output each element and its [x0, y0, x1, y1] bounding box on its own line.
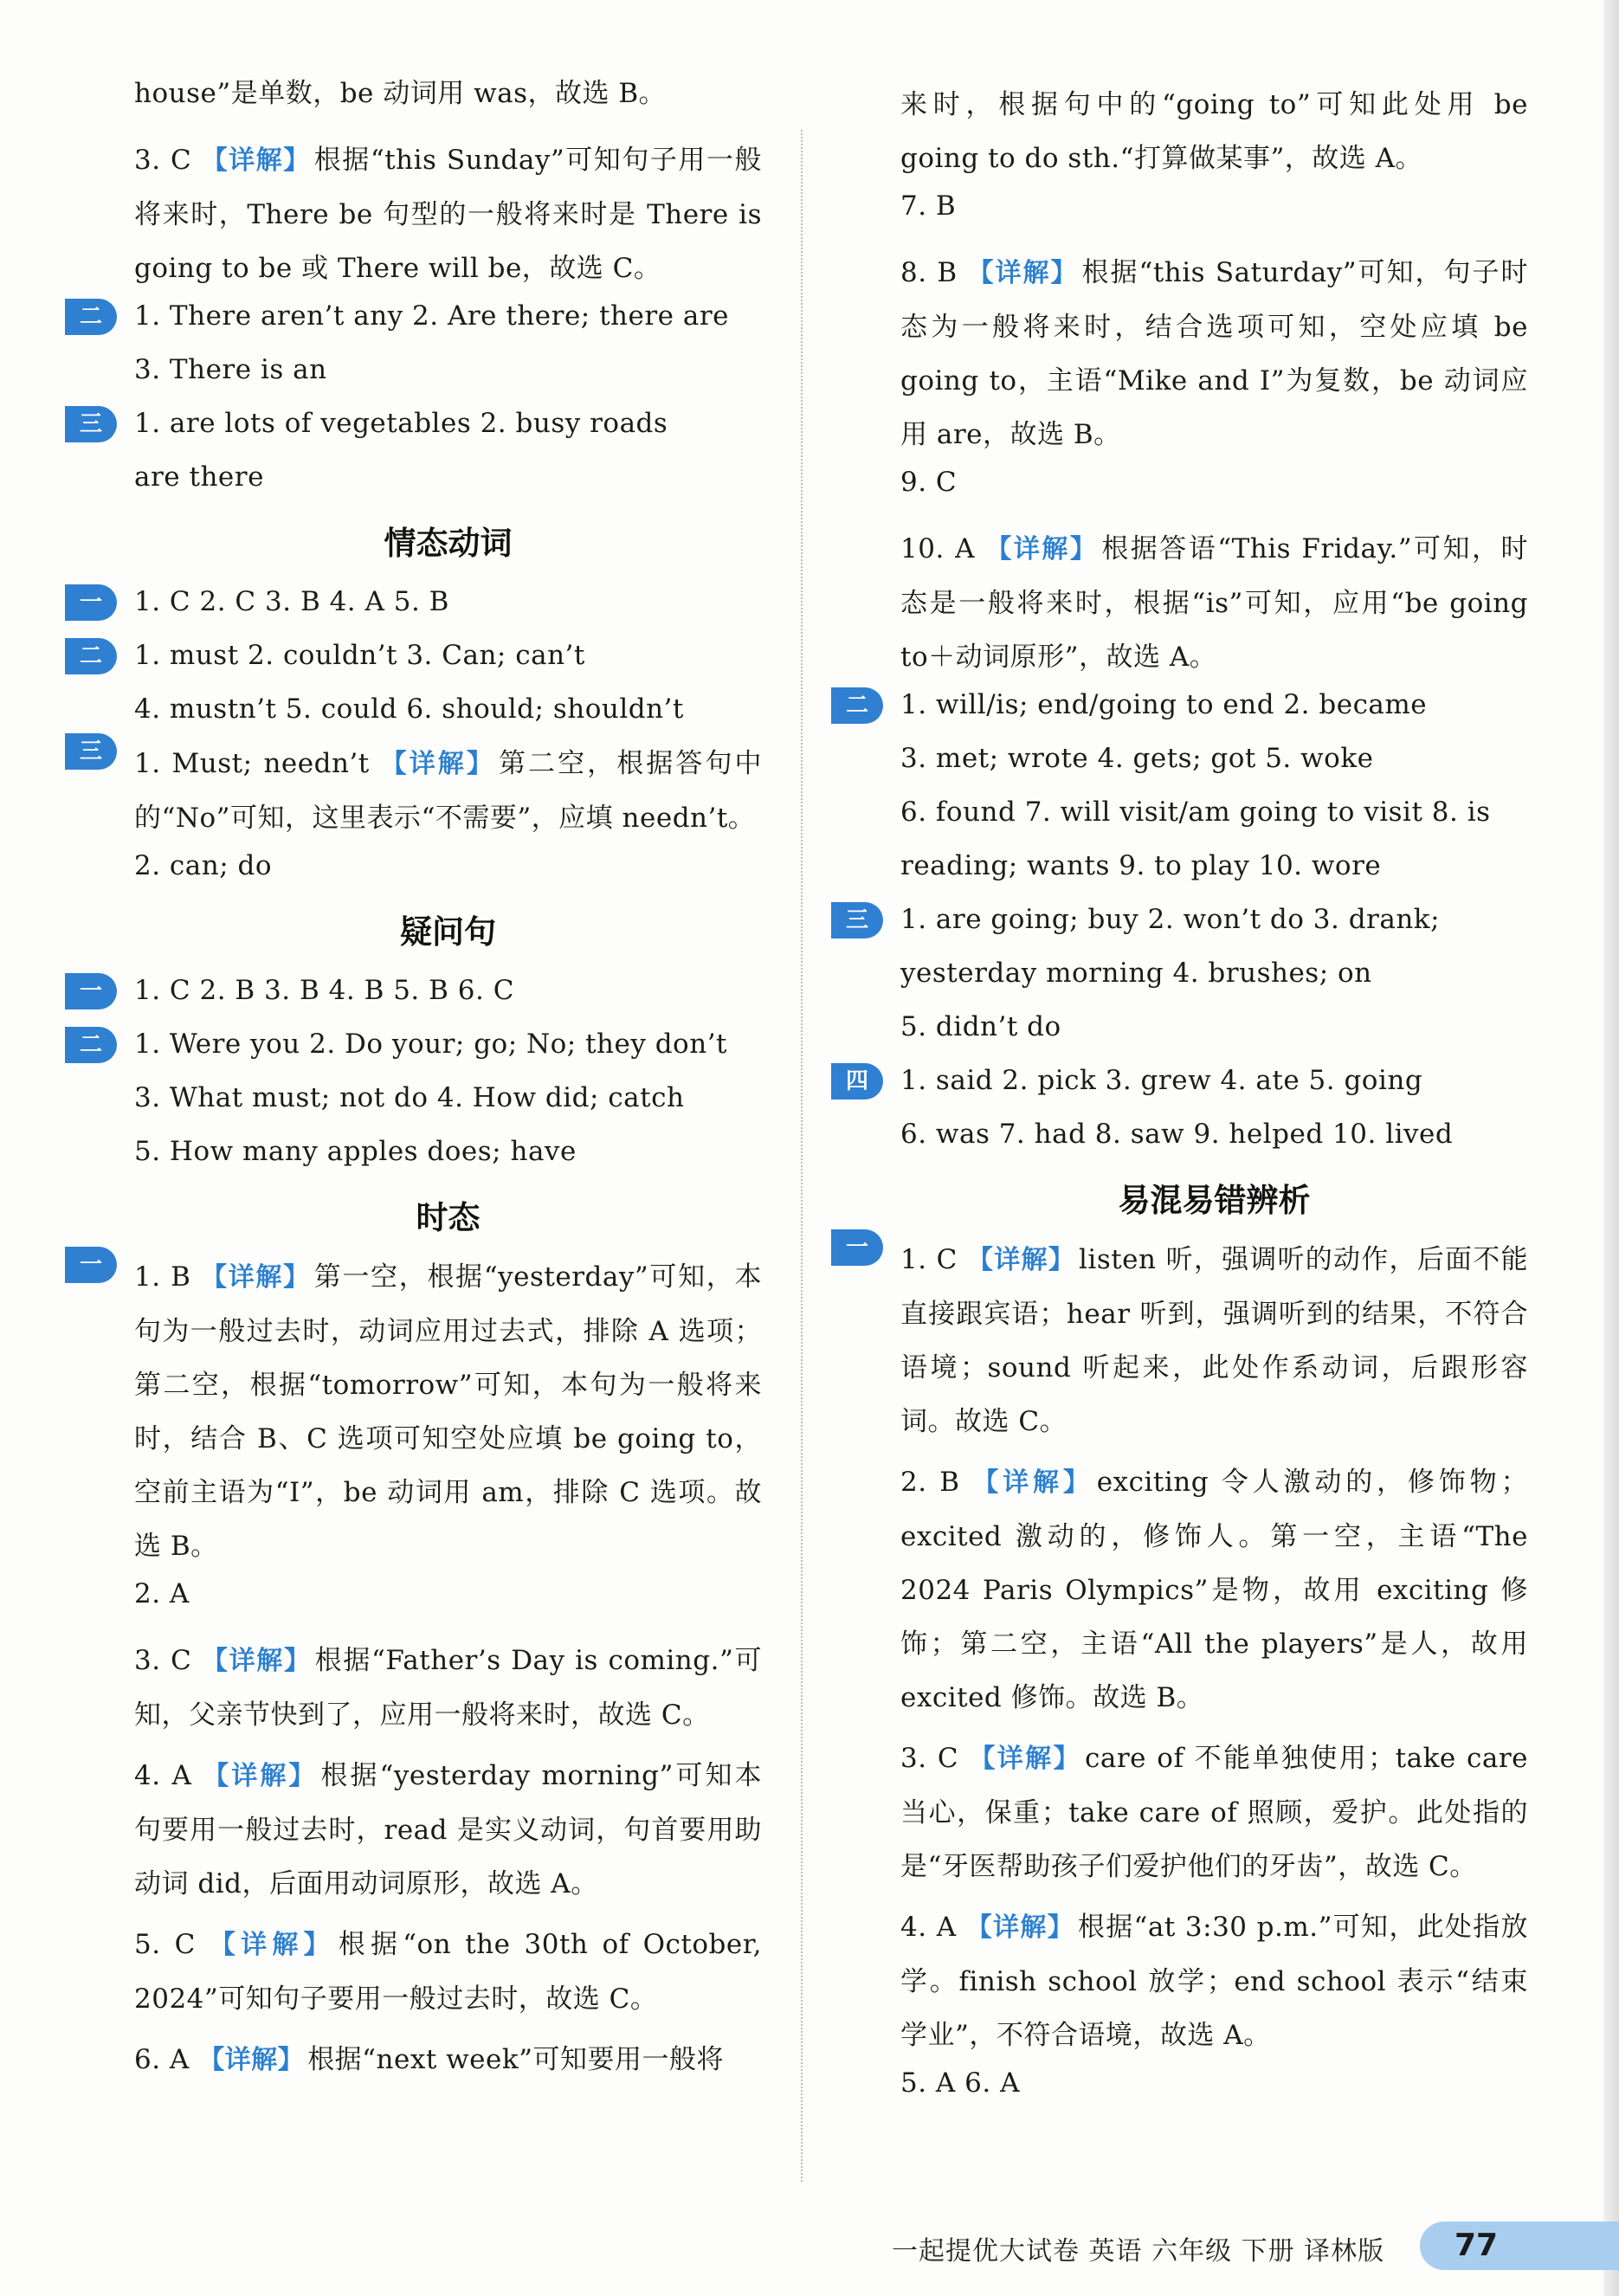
answer-text: house”是单数，be 动词用 was，故选 B。	[134, 78, 667, 109]
detail-tag: 【详解】	[965, 1912, 1074, 1943]
answer-line: 5. How many apples does; have	[134, 1136, 577, 1167]
answer-line: 1. are lots of vegetables 2. busy roads	[134, 408, 668, 439]
answer-paragraph: 6. A 【详解】 根据“next week”可知要用一般将	[134, 2044, 724, 2075]
section-heading: 情态动词	[384, 525, 513, 562]
answer-line: 1. said 2. pick 3. grew 4. ate 5. going	[900, 1065, 1423, 1096]
detail-tag: 【详解】	[201, 1646, 312, 1676]
section-san	[845, 904, 1528, 1042]
section-marker: 三	[831, 902, 883, 938]
section-san	[79, 408, 762, 493]
answer-line: 3. met; wrote 4. gets; got 5. woke	[900, 743, 1374, 774]
answer-line: 1. Were you 2. Do your; go; No; they don’t	[134, 1029, 728, 1060]
page-edge-shadow	[1603, 0, 1619, 2296]
book-title-footer: 一起提优大试卷 英语 六年级 下册 译林版	[892, 2236, 1385, 2267]
section-er	[79, 1029, 762, 1167]
answer-line: 3. There is an	[134, 354, 327, 385]
detail-tag: 【详解】	[201, 145, 311, 176]
section-marker: 四	[831, 1063, 883, 1100]
section-er	[845, 689, 1528, 881]
answer-line: 1. There aren’t any 2. Are there; there are	[134, 300, 730, 332]
section-marker: 二	[65, 1027, 117, 1063]
section-marker: 二	[65, 638, 117, 674]
detail-tag: 【详解】	[380, 749, 495, 779]
answer-line: 1. will/is; end/going to end 2. became	[900, 689, 1428, 720]
answer-paragraph: 3. C 【详解】 根据“this Sunday”可知句子用一般将来时，There be 句型的一般将来时是 There is going to be 或 There will be，故选 C。	[134, 145, 762, 284]
answer-line: 1. C 2. B 3. B 4. B 5. B 6. C	[134, 975, 514, 1006]
answer-line: 5. A 6. A	[900, 2067, 1020, 2099]
answer-line: yesterday morning 4. brushes; on	[900, 958, 1372, 989]
answer-line: 1. must 2. couldn’t 3. Can; can’t	[134, 640, 585, 671]
answer-paragraph: 2. B 【详解】 exciting 令人激动的，修饰物；excited 激动的，修饰人。第一空，主语“The 2024 Paris Olympics”是物，故用 exciting 修饰；第二空，主语“All the players”是人，故用 excited 修饰。故选 B。	[900, 1467, 1529, 1713]
answer-paragraph: 4. A 【详解】 根据“yesterday morning”可知本句要用一般过去时，read 是实义动词，句首要用助动词 did，后面用动词原形，故选 A。	[134, 1760, 762, 1899]
section-marker: 三	[65, 733, 117, 770]
detail-tag: 【详解】	[200, 1262, 311, 1293]
answer-line: 5. didn’t do	[900, 1011, 1061, 1042]
right-column	[845, 89, 1529, 2123]
answer-paragraph: 5. C 【详解】 根据“on the 30th of October, 2024”可知句子要用一般过去时，故选 C。	[134, 1929, 762, 2015]
page-number-tab: 77	[1420, 2222, 1619, 2270]
detail-tag: 【详解】	[198, 2045, 305, 2075]
answer-paragraph: 3. C 【详解】 care of 不能单独使用；take care 当心，保重；take care of 照顾，爱护。此处指的是“牙医帮助孩子们爱护他们的牙齿”，故选 C。	[900, 1743, 1528, 1882]
answer-line: 6. found 7. will visit/am going to visit 8. is	[900, 797, 1491, 828]
column-divider	[801, 130, 803, 2182]
answer-paragraph: 来时，根据句中的“going to”可知此处用 be going to do sth.“打算做某事”，故选 A。	[900, 89, 1528, 174]
section-yi	[79, 975, 762, 1006]
answer-line: 9. C	[900, 467, 958, 498]
answer-paragraph: 10. A 【详解】 根据答语“This Friday.”可知，时态是一般将来时，根据“is”可知，应用“be going to＋动词原形”，故选 A。	[900, 533, 1528, 673]
answer-line: 1. C 2. C 3. B 4. A 5. B	[134, 586, 449, 617]
section-heading: 时态	[416, 1199, 481, 1236]
section-marker: 三	[65, 406, 117, 442]
answer-paragraph: 3. C 【详解】 根据“Father’s Day is coming.”可知，父亲节快到了，应用一般将来时，故选 C。	[134, 1645, 762, 1731]
answer-line: 6. was 7. had 8. saw 9. helped 10. lived	[900, 1119, 1454, 1150]
answer-paragraph: 4. A 【详解】 根据“at 3:30 p.m.”可知，此处指放学。finish school 放学；end school 表示“结束学业”，不符合语境，故选 A。	[900, 1912, 1528, 2051]
detail-tag: 【详解】	[203, 1761, 318, 1791]
section-yi	[845, 1233, 1529, 2099]
answer-line: are there	[134, 461, 264, 493]
detail-tag: 【详解】	[967, 258, 1079, 288]
section-heading: 易混易错辨析	[1118, 1182, 1311, 1219]
section-si	[845, 1065, 1528, 1150]
answer-paragraph: 8. B 【详解】 根据“this Saturday”可知，句子时态为一般将来时，结合选项可知，空处应填 be going to，主语“Mike and I”为复数，be 动词应用 are，故选 B。	[900, 257, 1528, 450]
section-yi	[79, 586, 762, 617]
left-column	[79, 78, 763, 2094]
detail-tag: 【详解】	[985, 534, 1099, 564]
answer-line: 7. B	[900, 190, 957, 222]
answer-line: 3. What must; not do 4. How did; catch	[134, 1082, 685, 1113]
section-marker: 一	[65, 1247, 117, 1283]
section-yi	[79, 1250, 762, 2087]
section-marker: 一	[65, 584, 117, 621]
answer-paragraph: 1. Must; needn’t 【详解】 第二空，根据答句中的“No”可知，这里表示“不需要”，应填 needn’t。	[134, 748, 763, 834]
detail-tag: 【详解】	[209, 1930, 335, 1960]
answer-paragraph: 1. C 【详解】 listen 听，强调听的动作，后面不能直接跟宾语；hear 听到，强调听到的结果，不符合语境；sound 听起来，此处作系动词，后跟形容词。故选 C。	[900, 1244, 1529, 1437]
section-marker: 一	[65, 973, 117, 1009]
answer-line: 1. are going; buy 2. won’t do 3. drank;	[900, 904, 1441, 935]
section-marker: 一	[831, 1229, 883, 1266]
answer-paragraph: 1. B 【详解】 第一空，根据“yesterday”可知，本句为一般过去时，动词应用过去式，排除 A 选项；第二空，根据“tomorrow”可知，本句为一般将来时，结合 B、C 选项可知空处应填 be going to，空前主语为“I”，be 动词用 am，排除 C 选项。故选 B。	[134, 1261, 762, 1562]
section-marker: 二	[831, 687, 883, 724]
section-san	[79, 737, 763, 881]
detail-tag: 【详解】	[969, 1744, 1081, 1774]
answer-line: 4. mustn’t 5. could 6. should; shouldn’t	[134, 693, 684, 725]
section-er	[79, 300, 762, 385]
section-er	[79, 640, 762, 725]
answer-line: reading; wants 9. to play 10. wore	[900, 850, 1382, 881]
detail-tag: 【详解】	[967, 1245, 1075, 1275]
section-marker: 二	[65, 299, 117, 335]
detail-tag: 【详解】	[972, 1467, 1093, 1498]
section-heading: 疑问句	[400, 913, 496, 951]
answer-line: 2. can; do	[134, 850, 273, 881]
answer-line: 2. A	[134, 1578, 190, 1609]
